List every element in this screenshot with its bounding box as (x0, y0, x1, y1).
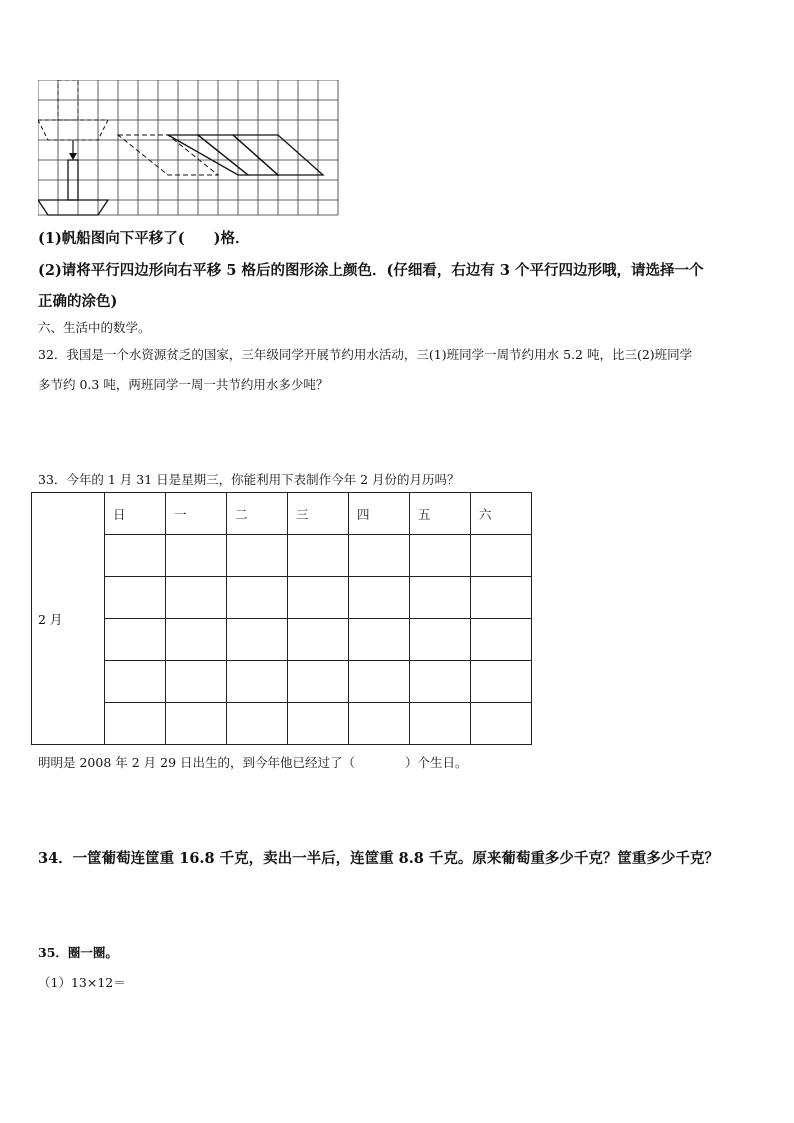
date-cell[interactable] (349, 535, 410, 577)
date-cell[interactable] (166, 577, 227, 619)
question-33-follow-up: 明明是 2008 年 2 月 29 日出生的，到今年他已经过了（ ）个生日。 (38, 755, 468, 770)
sailboat-moved (38, 160, 108, 215)
weekday-sat: 六 (471, 493, 532, 535)
weekday-mon: 一 (166, 493, 227, 535)
date-cell[interactable] (288, 703, 349, 745)
question-32-line2: 多节约 0.3 吨，两班同学一周一共节约用水多少吨？ (38, 377, 329, 392)
date-cell[interactable] (227, 577, 288, 619)
date-cell[interactable] (471, 619, 532, 661)
date-cell[interactable] (105, 535, 166, 577)
date-cell[interactable] (288, 577, 349, 619)
date-cell[interactable] (471, 577, 532, 619)
date-cell[interactable] (410, 577, 471, 619)
weekday-fri: 五 (410, 493, 471, 535)
grid-figure (38, 80, 340, 217)
weekday-tue: 二 (227, 493, 288, 535)
question-34: 34．一筐葡萄连筐重 16.8 千克，卖出一半后，连筐重 8.8 千克。原来葡萄重多少千克？筐重多少千克？ (38, 850, 719, 867)
date-cell[interactable] (166, 661, 227, 703)
date-cell[interactable] (105, 661, 166, 703)
calendar-week-row (32, 703, 532, 745)
date-cell[interactable] (471, 535, 532, 577)
calendar-week-row (32, 619, 532, 661)
calendar-table (31, 492, 532, 745)
date-cell[interactable] (349, 703, 410, 745)
date-cell[interactable] (166, 703, 227, 745)
date-cell[interactable] (410, 661, 471, 703)
sailboat-original (38, 80, 108, 140)
month-label: 2 月 (32, 493, 105, 745)
date-cell[interactable] (471, 661, 532, 703)
date-cell[interactable] (410, 619, 471, 661)
date-cell[interactable] (288, 535, 349, 577)
question-35-title: 35．圈一圈。 (38, 945, 118, 960)
date-cell[interactable] (349, 577, 410, 619)
date-cell[interactable] (227, 619, 288, 661)
section-six-title: 六、生活中的数学。 (38, 320, 151, 335)
date-cell[interactable] (349, 619, 410, 661)
parallelogram-option-1 (168, 135, 248, 175)
calendar-week-row (32, 577, 532, 619)
figure-question-2-line1: (2)请将平行四边形向右平移 5 格后的图形涂上颜色．(仔细看，右边有 3 个平行四边形哦，请选择一个 (38, 262, 704, 279)
date-cell[interactable] (410, 535, 471, 577)
move-arrow-icon (69, 140, 77, 160)
question-33: 33．今年的 1 月 31 日是星期三，你能利用下表制作今年 2 月份的月历吗？ (38, 472, 460, 487)
date-cell[interactable] (166, 619, 227, 661)
date-cell[interactable] (288, 661, 349, 703)
date-cell[interactable] (227, 703, 288, 745)
question-35-item-1: （1）13×12＝ (38, 975, 126, 990)
figure-question-1: (1)帆船图向下平移了( )格． (38, 230, 250, 247)
figure-question-2-line2: 正确的涂色) (38, 293, 118, 310)
date-cell[interactable] (166, 535, 227, 577)
calendar-week-row (32, 535, 532, 577)
question-32-line1: 32．我国是一个水资源贫乏的国家，三年级同学开展节约用水活动，三(1)班同学一周节约用水 5.2 吨，比三(2)班同学 (38, 347, 693, 362)
date-cell[interactable] (105, 619, 166, 661)
date-cell[interactable] (227, 535, 288, 577)
calendar-week-row (32, 661, 532, 703)
date-cell[interactable] (471, 703, 532, 745)
weekday-wed: 三 (288, 493, 349, 535)
date-cell[interactable] (288, 619, 349, 661)
date-cell[interactable] (349, 661, 410, 703)
date-cell[interactable] (105, 703, 166, 745)
date-cell[interactable] (105, 577, 166, 619)
weekday-sun: 日 (105, 493, 166, 535)
date-cell[interactable] (227, 661, 288, 703)
date-cell[interactable] (410, 703, 471, 745)
weekday-thu: 四 (349, 493, 410, 535)
